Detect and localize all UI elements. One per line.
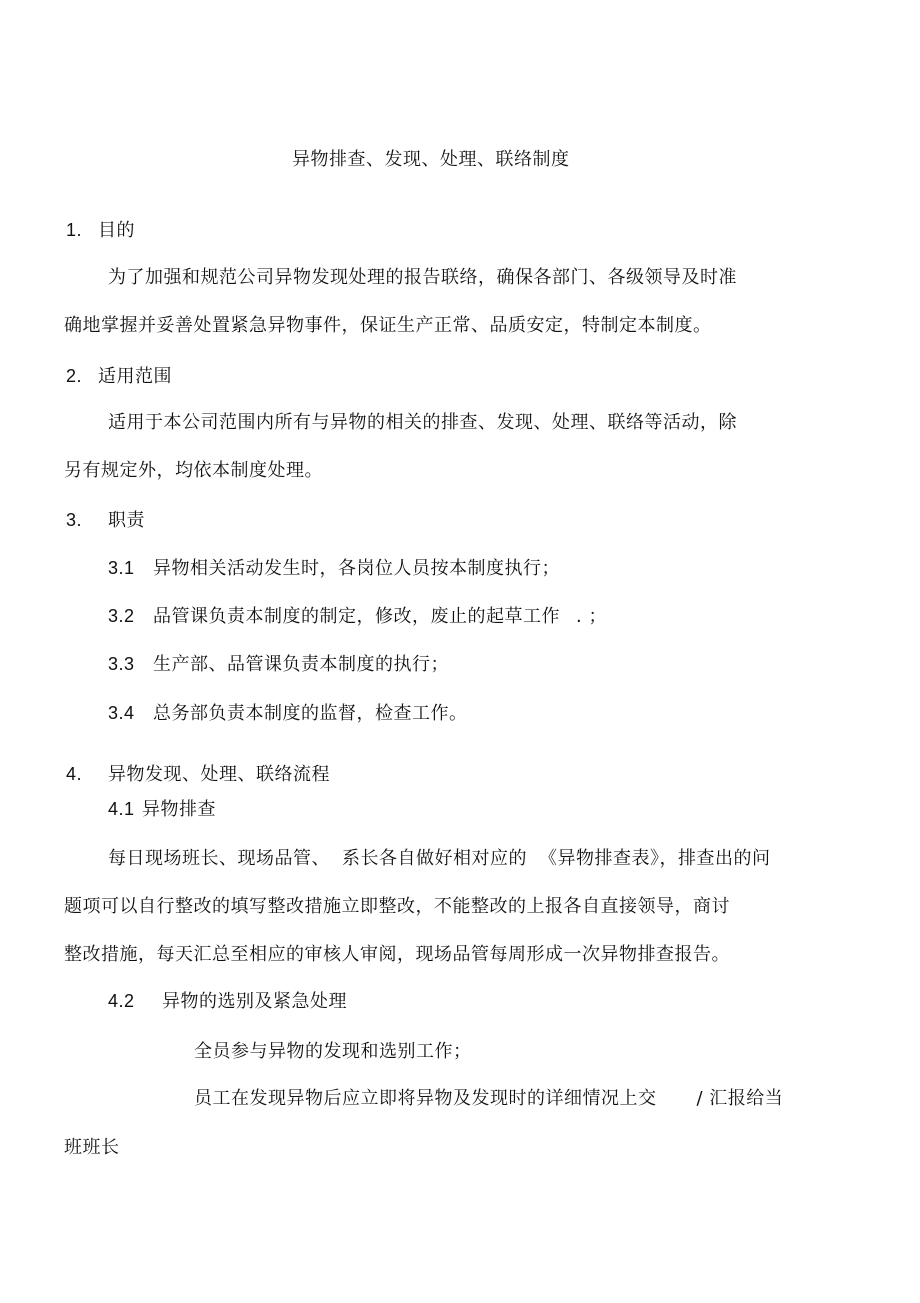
section-number: 4. [66, 764, 83, 784]
subsection-title: 异物的选别及紧急处理 [162, 991, 347, 1012]
responsibility-item [108, 604, 607, 629]
item-text: 生产部、品管课负责本制度的执行； [153, 654, 449, 675]
item-number: 3.3 [108, 654, 135, 674]
responsibility-item [108, 652, 449, 677]
section-2-paragraph-line-2: 另有规定外，均依本制度处理。 [64, 460, 323, 481]
section-title: 适用范围 [98, 366, 172, 387]
responsibility-item [108, 701, 468, 726]
item-text: 总务部负责本制度的监督，检查工作。 [153, 703, 468, 724]
section-title: 异物发现、处理、联络流程 [108, 764, 330, 785]
subsection-number: 4.1 [108, 799, 135, 819]
section-number: 2. [66, 366, 83, 386]
paragraph-segment: / 汇报给当 [696, 1088, 784, 1109]
section-3-heading [66, 508, 145, 533]
item-number: 3.4 [108, 703, 135, 723]
section-title: 目的 [98, 220, 135, 241]
subsection-4-2-heading [108, 989, 347, 1014]
section-2-paragraph-line-1: 适用于本公司范围内所有与异物的相关的排查、发现、处理、联络等活动，除 [108, 412, 737, 433]
section-title: 职责 [108, 510, 145, 531]
responsibility-item [108, 556, 560, 581]
section-4-heading [66, 762, 330, 787]
section-number: 3. [66, 510, 83, 530]
subsection-4-1-heading [108, 797, 216, 822]
section-1-paragraph-line-1: 为了加强和规范公司异物发现处理的报告联络，确保各部门、各级领导及时准 [108, 267, 737, 288]
section-1-heading [66, 218, 135, 243]
subsection-4-1-paragraph-line-3: 整改措施，每天汇总至相应的审核人审阅，现场品管每周形成一次异物排查报告。 [64, 944, 730, 965]
section-number: 1. [66, 220, 83, 240]
paragraph-segment: 系长各自做好相对应的 [342, 848, 527, 869]
item-text: 品管课负责本制度的制定，修改，废止的起草工作 [153, 606, 560, 627]
paragraph-segment: 《异物排查表》，排查出的问 [539, 848, 771, 869]
subsection-number: 4.2 [108, 991, 135, 1011]
subsection-4-2-line-3: 班班长 [64, 1137, 120, 1158]
document-title: 异物排查、发现、处理、联络制度 [292, 149, 570, 170]
item-text: 异物相关活动发生时，各岗位人员按本制度执行； [153, 558, 560, 579]
subsection-4-2-line-2 [194, 1087, 783, 1111]
paragraph-segment: 员工在发现异物后应立即将异物及发现时的详细情况上交 [194, 1088, 657, 1109]
paragraph-segment: 每日现场班长、现场品管、 [108, 848, 330, 869]
item-number: 3.2 [108, 606, 135, 626]
subsection-4-2-line-1: 全员参与异物的发现和选别工作； [194, 1041, 472, 1062]
section-1-paragraph-line-2: 确地掌握并妥善处置紧急异物事件，保证生产正常、品质安定，特制定本制度。 [64, 315, 712, 336]
subsection-4-1-paragraph-line-2: 题项可以自行整改的填写整改措施立即整改，不能整改的上报各自直接领导，商讨 [64, 896, 730, 917]
subsection-title: 异物排查 [142, 799, 216, 820]
item-tail: . ； [576, 606, 607, 627]
subsection-4-1-paragraph-line-1 [108, 847, 771, 871]
section-2-heading [66, 364, 172, 389]
item-number: 3.1 [108, 558, 135, 578]
